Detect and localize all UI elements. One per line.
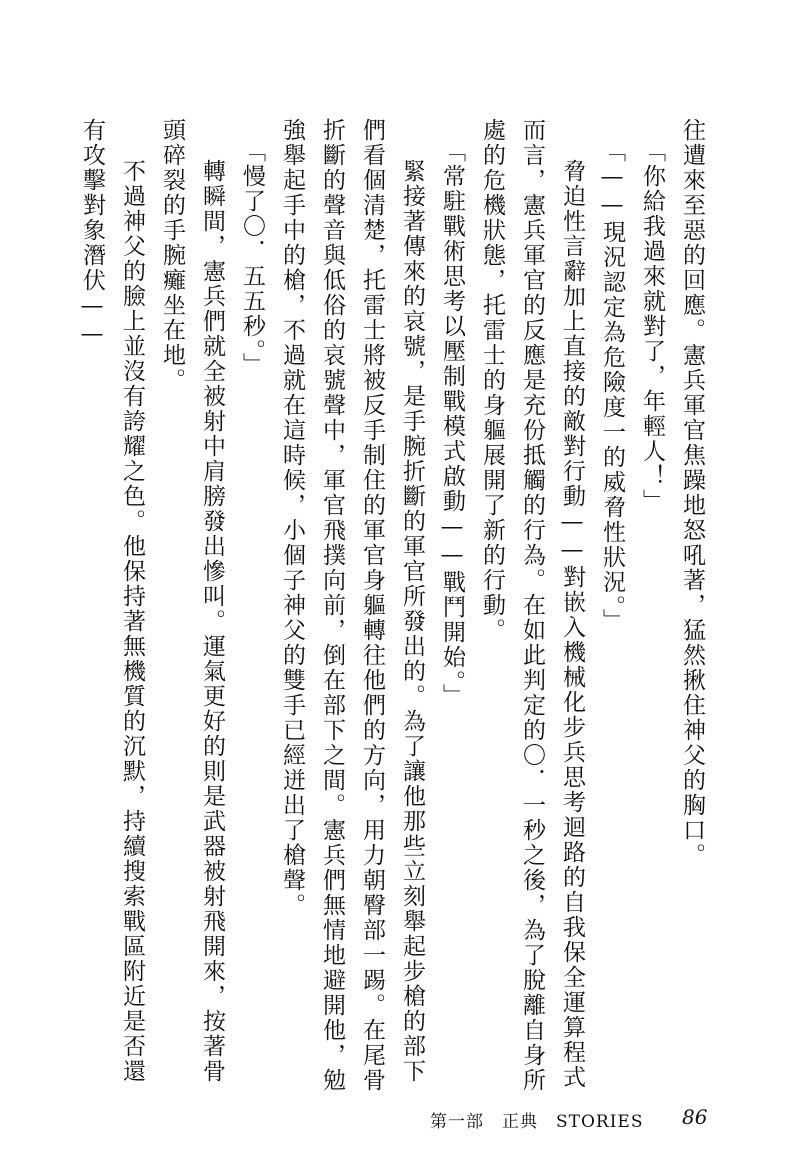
page-number: 86 [682, 1105, 708, 1129]
dialogue-3: 「常駐戰術思考以壓制戰模式啟動——戰鬥開始。」 [439, 138, 465, 709]
dialogue-4: 「慢了〇．五五秒。」 [239, 138, 265, 378]
paragraph-4: 轉瞬間，憲兵們就全被射中肩膀發出慘叫。運氣更好的則是武器被射飛開來，按著骨頭碎裂的手腕癱坐在地。 [159, 118, 225, 1085]
dialogue-1: 「你給我過來就對了，年輕人！」 [639, 138, 665, 514]
dialogue-2: 「——現況認定為危險度一的威脅性狀況。」 [599, 138, 625, 634]
page-footer [430, 1107, 730, 1137]
paragraph-2: 脅迫性言辭加上直接的敵對行動——對嵌入機械化步兵思考迴路的自我保全運算程式而言，憲兵軍官的反應是充份抵觸的行為。在如此判定的〇．一秒之後，為了脫離自身所處的危機狀態，托雷士的身軀展開了新的行動。 [479, 118, 585, 1093]
chapter-title: 第一部 正典 STORIES [430, 1112, 644, 1132]
paragraph-3: 緊接著傳來的哀號，是手腕折斷的軍官所發出的。為了讓他那些立刻舉起步槍的部下們看個清楚，托雷士將被反手制住的軍官身軀轉往他們的方向，用力朝臀部一踢。在尾骨折斷的聲音與低俗的哀號聲中，軍官飛撲向前，倒在部下之間。憲兵們無情地避開他，勉強舉起手中的槍，不過就在這時候，小個子神父的雙手已經迸出了槍聲。 [279, 118, 425, 1093]
paragraph-1: 往遭來至惡的回應。憲兵軍官焦躁地怒吼著，猛然揪住神父的胸口。 [679, 118, 705, 868]
paragraph-5: 不過神父的臉上並沒有誇耀之色。他保持著無機質的沉默，持續搜索戰區附近是否還有攻擊對象潛伏—— [79, 118, 145, 1085]
body-text [72, 118, 712, 1093]
